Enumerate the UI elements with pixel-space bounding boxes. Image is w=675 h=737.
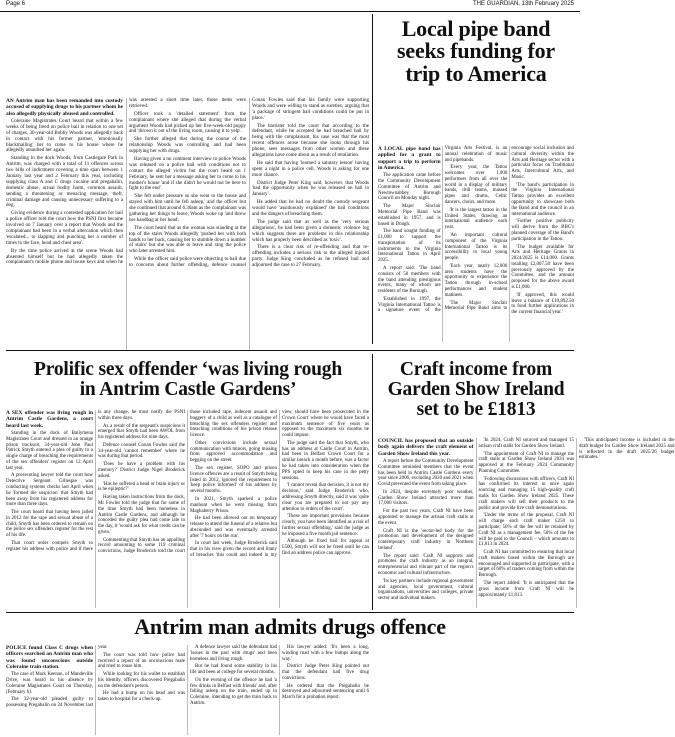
paragraph: District Judge Peter King pointed out that the defendant had five drug convictions. <box>282 664 369 681</box>
paragraph: A LOCAL pipe band has applied for a grant to support a trip to perform in America. <box>378 146 441 171</box>
paragraph: Craft NI is the 'sector-led body for the promotion and development of the designed contemporary craft industry in Northern Ireland'. <box>378 528 474 551</box>
paragraph: 'Each year, nearly 12,000 area students have the opportunity to experience the Tattoo through in-school performances and student matinees. <box>444 263 508 298</box>
paragraph: 'Under the terms of the proposal, Craft NI will charge each craft maker £250 to participate; 50% of the fee will be retained by Craft NI as a management fee, 50% of the fee will be paid to the Council – which amounts to £1,813 in 2024. <box>478 513 574 548</box>
paragraph: Standing in the dock of Ballymena Magistrates Court and dressed in an orange prison tracksuit, 34-year-old John Paul Patrick Smyth entered a plea of guilty to a single charge of breaching the requirements of the sex offenders' register on 12 April last year. <box>6 430 93 471</box>
paragraph: A defence lawyer said the defendant had 'issues in the past with drugs' and been homeless and living rough. <box>190 645 277 662</box>
publication-date: THE GUARDIAN, 13th February 2025 <box>472 1 574 7</box>
paragraph: 'Has he suffered a head or brain injury or is he epileptic?' <box>98 481 185 493</box>
paragraph: The court heard that having been jailed in 2012 for the rape and sexual abuse of a child, Smyth has been ordered to remain on the police sex offenders register for the rest of his life. <box>6 510 93 539</box>
paragraph: The case of Mark Keenan, of Mandeville Drive, was heard in his absence by Coleraine Magistrates Court on Thursday, (February 6). <box>6 672 93 695</box>
paragraph: His lawyer added: 'It's been a long, winding road with a few bumps along the way.' <box>282 645 369 662</box>
paragraph: The judge said that as well as the 'very serious allegations', he had been given a domestic violence log which suggests there are problems in this relationship which has properly been described as 'toxic'. <box>252 218 369 243</box>
paragraph: Coleraine Magistrates Court heard that within a few weeks of being freed on police bail in relation to one set of charges, 30-year-old Bobby Woods was allegedly back in contact with his former partner, 'emotionally blackmailing' her to come to his house where he allegedly assaulted her again. <box>6 117 123 154</box>
paragraph: The report said: 'Craft NI supports and promotes the craft industry as an integral, entrepreneurial and vibrant part of the region's economic and cultural infrastructure. <box>378 553 474 576</box>
body-puppy <box>6 98 369 350</box>
body-pipe-band <box>378 146 574 342</box>
headline-pipe-band: Local pipe band seeks funding for trip to America <box>397 16 555 86</box>
body-craft-income <box>378 438 675 608</box>
paragraph: AN Antrim man has been remanded into custody accused of supplying drugs to his partner whom he also allegedly physically abused and controlled. <box>6 98 124 117</box>
paragraph: 'Established in 1997, the Virginia International Tattoo is a signature event of the Virginia Arts Festival, is an annual celebration of music and pipebands. <box>378 146 508 314</box>
column-divider <box>372 354 373 610</box>
headline-drugs: Antrim man admits drugs offence <box>134 614 446 639</box>
section-divider <box>6 350 574 351</box>
paragraph: While the officer said police were objecting to bail due to concerns about further offending, defence counsel Conan Fowles said that his family were supporting Woods and were willing to stand as sureties, arguing that 'a package of stringent bail conditions could be put in place.' <box>129 97 369 269</box>
page-number: Page 6 <box>6 1 26 7</box>
paragraph: Having taken instructions from the dock, Mr Fowles told the judge that for some of the time Smyth had been homeless in Antrim Castle Gardens, and although he conceded the guilty plea had come late in the day, it 'would ask for what credit can be given.' <box>98 495 185 535</box>
paragraph: A prosecuting lawyer told the court how Detective Sergeant Gillespie was conducting systems checks last April when he 'formed the suspicion' that Smyth had been away from his registered address for more than three days. <box>6 473 93 508</box>
paragraph: The Major Sinclair Memorial Pipe Band was established in 1957, and is based in Dough. <box>378 204 441 227</box>
page-folio <box>0 0 580 12</box>
paragraph: That court order compels Smyth to register his address with police and if there is any change, he must notify the PSNI within three days. <box>6 410 185 552</box>
paragraph: The application came before the Community Development Committee of Antrim and Newtownabbey Borough Council on Monday night. <box>378 173 441 202</box>
paragraph: In court last week, Judge Broderick said that in his view given the record and litany of breaches 'this could and indeed in my view, should have been prosecuted in the Crown Court' where he would have faced a maximum sentence of five years as opposed to the maximum six months he could impose. <box>190 410 369 558</box>
paragraph: 'If approved, this would leave a balance of £10,892.50 to fund further applications in the current financial year.' <box>511 292 574 316</box>
headline-sex-offender: Prolific sex offender ‘was living rough in Antrim Castle Gardens’ <box>34 359 342 400</box>
paragraph: A SEX offender was living rough in Antrim Castle Gardens, a court heard last week. <box>6 410 93 429</box>
paragraph: A report said: 'The band consists of 50 members with the band attending prestigious events, many of whom are residents of the Borough. <box>378 265 441 295</box>
paragraph: She further alleged that during the course of the relationship Woods was controlling and had been supplying her with drugs. <box>129 136 246 155</box>
paragraph: The report added: 'It is anticipated that the gross income from Craft NI will be approximately £1,813. <box>478 580 574 598</box>
paragraph: 'Following discussions with officers, Craft NI has confirmed its interest in once again sourcing and managing 15 high-quality craft stalls for Garden Show Ireland 2025. These craft makers will sell their products to the public and provide live craft demonstrations. <box>478 476 574 511</box>
section-divider <box>6 612 574 613</box>
paragraph: 'The appointment of Craft NI to manage the craft stalls at Garden Show Ireland 2024 was approved at the February 2024 Community Planning Committee. <box>478 451 574 474</box>
paragraph: 'She felt under pressure so she went to the house and stayed with him until he fell asleep,' and the officer but she continued that around 6.30am as the complainant was gathering her things to leave, Woods woke up 'and threw her handbag at her head'. <box>129 193 246 223</box>
paragraph: District Judge Peter King said, however, that Woods 'had the opportunity when he was released on bail in January'. <box>252 179 369 198</box>
paragraph: The court heard that as the woman was standing at the top of the stairs Woods allegedly 'pushed her with both hands to her back, causing her to stumble down a number of stairs' but she was able to leave and rang the police who later arrested him. <box>129 224 246 255</box>
paragraph: Commenting that Smyth has an appalling record amounting to some 119 criminal convictions, Judge Broderick told the court those included rape, indecent assault and buggery of a child as well as a catalogue of breaching the sex offenders register and breaching conditions of his prison release licence. <box>98 410 277 555</box>
paragraph: He had a bump on his head and was taken to hospital for a check-up. <box>98 691 185 703</box>
paragraph: Defence counsel Conan Fowles said the 34-year-old 'cannot remember' where he was during that period. <box>98 442 185 460</box>
paragraph: 'Every year, the Tattoo welcomes over 1,000 performers from all over the world in a display of military bands, drill teams, massed pipes and drums, Celtic dancers, choirs, and more. <box>444 165 508 206</box>
paragraph: The 32-year-old pleaded guilty to possessing Pregabalin on 24 November last year. <box>6 645 108 709</box>
paragraph: Craft NI has committed to ensuring that local craft makers based within the Borough are encouraged and supported to participate, with a target of 60% of traders coming from within the Borough. <box>478 550 574 579</box>
paragraph: Although he fixed bail for appeal at £500, Smyth will not be freed until he can find an address police can approve. <box>282 539 369 556</box>
paragraph: 'An important cultural component of the Virginia International Tattoo is its accessibility to local young people. <box>444 232 508 262</box>
paragraph: The sex register, SOPO and prison licence offences are a result of Smyth being listed in 2012, ignored the requirement to 'keep police informed' of his address by several months. <box>190 466 277 495</box>
paragraph: Officer took a 'detailed statement' from the complainant where she alleged that during the verbal argument Woods had picked up her five-week-old puppy and 'thrown it out of the living room, causing it to yelp'. <box>129 110 246 135</box>
paragraph: POLICE found Class C drugs when officers searched an Antrim man who was found unconscious outside Coleraine train station. <box>6 645 93 670</box>
paragraph: He had been allowed out on temporary release to attend the funeral of a relative but absconded and was eventually arrested after '7 hours on the run'. <box>190 516 277 539</box>
paragraph: In 2024, despite extremely poor weather, Garden Show Ireland attracted more than 17,000 visitors. <box>378 489 474 507</box>
paragraph: 'The Major Sinclair Memorial Pipe Band aims to encourage social inclusion and cultural diversity within the Arts and Heritage sector with a particular focus on Traditional Arts, Intercultural Arts, and Music. <box>444 146 574 312</box>
paragraph: 'It is the largest tattoo in the United States, drawing an international audience each year. <box>444 207 508 231</box>
paragraph: The court was told how police had received a report of an unconscious male and tried to rouse him. <box>98 652 185 670</box>
paragraph: COUNCIL has proposed that an outside body again delivers the craft element of Garden Show Ireland this year. <box>378 438 474 457</box>
paragraph: The band sought funding of £1,000 to support the transportation of its instruments to the Virginia International Tattoo in April 2025. <box>378 229 441 264</box>
paragraph: Other convictions include sexual communication with minors, going missing from approved accommodation and begging on the street. <box>190 440 277 464</box>
paragraph: Giving evidence during a contested application for bail a police officer told the court how the PSNI first became involved on 7 January over a report that Woods and the complainant had been in a verbal altercation which then 'escalated... to slapping and punching her a number of times to the face, head and chest area'. <box>6 210 123 246</box>
paragraph: 'I cannot reveal that decision, it is not my decision,' said Judge Broderick who, addressing Smyth directly, said it was 'quite clear you are prepared to not pay any attention to orders of the court'. <box>282 483 369 512</box>
paragraph: As a result of the sergeant's suspicions it emerged that Smyth had been AWOL from his registered address for nine days. <box>98 423 185 441</box>
body-drugs <box>6 645 369 735</box>
headline-craft-income: Craft income from Garden Show Ireland set to be £1813 <box>387 359 565 420</box>
paragraph: 'In 2024, Craft NI sourced and managed 15 artisan craft stalls for Garden Show Ireland. <box>478 438 574 449</box>
paragraph: A report before the Community Development Committee reminded members that the event has been held in Antrim Castle Gardens every year since 2006, excluding 2020 and 2021 when Covid prevented the event from taking place. <box>378 458 474 488</box>
paragraph: But he had found some stability in his life and been at college for several months. <box>190 664 277 676</box>
paragraph: The barrister told the court that according to the defendant, while he accepted he had breached bail by being with the complainant, his case was that the most recent offences arose because she looks through his phone, sees messages from other women and these allegations have come about as a result of retaliation. <box>252 122 369 159</box>
paragraph: The judge said the fact that Smyth, who has an address at Castle Court in Antrim, had been in Belfast Crown Court for a similar breach a month before, was a factor he had taken into consideration when the PPS opted to keep his case in the petty sessions. <box>282 440 369 481</box>
paragraph: 'Its key partners include regional government and agencies, local government, cultural organisations, universities and colleges, private sector and individual makers. <box>378 578 474 602</box>
column-divider <box>372 14 373 344</box>
paragraph: While looking for his wallet to establish his identity, officers discovered Pregabalin on the defendant's person. <box>98 672 185 689</box>
paragraph: 'Does he have a problem with his memory?' District Judge Nigel Broderick asked. <box>98 462 185 479</box>
paragraph: By the time police arrived at the scene Woods had absented himself but he had allegedly taken the complainant's mobile phone and house keys and when he was arrested a short time later, those items were retrieved. <box>6 97 246 266</box>
paragraph: 'The band's participation in the Virginia International Tattoo provides an excellent opportunity to showcase both the Band and the council in an international audience. <box>511 182 574 217</box>
paragraph: He ordered that the Pregabalin be destroyed and adjourned sentencing until 6 March for a probation report. <box>282 683 369 701</box>
paragraph: 'The budget available for Arts and Heritage Grants in 2024/2025 is £14,000. Grants totalling £2,007.50 have been previously approved by the Committee, and the amount proposed for the above award is £1,000. <box>511 244 574 290</box>
body-sex-offender <box>6 410 369 608</box>
paragraph: He added that he had no doubt the custody sergeant would have 'assiduously explained' the bail conditions and the dangers of breaching them. <box>252 199 369 218</box>
paragraph: 'This anticipated income is included in the draft budget for Garden Show Ireland 2025 and is reflected in the draft 2025/26 budget estimates.' <box>579 438 675 461</box>
paragraph: 'Further positive publicity will derive from the BBC's planned coverage of the Band's participation in the Tattoo. <box>511 219 574 242</box>
paragraph: There is a clear risk of re-offending and that re-offending includes a serious risk to the alleged injured party. Judge King concluded as he refused bail and adjourned the case to 27 February. <box>252 244 369 269</box>
paragraph: He said that having 'learned a salutary lesson' having spent a night in a police cell, Woods is asking for one more chance. <box>252 159 369 178</box>
paragraph: Standing in the dock Woods, from Castlegate Park in Antrim, was charged with a total of 11 offences across two bills of indictment covering a time span between 1 January last year and 2 February this year, including supplying class A and C drugs cocaine and pregabalin, domestic abuse, actual bodily harm, common assault, sending a threatening or menacing message, theft, criminal damage and causing unnecessary suffering to a dog. <box>6 155 123 209</box>
paragraph: 'These are important provisions because clearly, you have been identified as a risk of further sexual offending,' said the judge as he imposed a five month jail sentence. <box>282 514 370 537</box>
paragraph: Having given a no comment interview to police Woods was released on a police bail with conditions not to contact the alleged victim but the court heard on 1 February, he sent her a message asking her to come to his mother's house 'and if she didn't he would not be here to fight to the end'. <box>129 156 246 192</box>
paragraph: For the past two years, Craft NI have been appointed to manage the artisan craft stalls at the event. <box>378 509 474 526</box>
paragraph: On the evening of the offence he had 'a few drinks in Belfast with friends' and, after falling asleep on the train, ended up in Coleraine, intending to get the train back to Antrim. <box>190 677 277 707</box>
paragraph: In 2021, Smyth sparked a police manhunt when he went missing from Maghaberry Prison. <box>190 496 277 514</box>
